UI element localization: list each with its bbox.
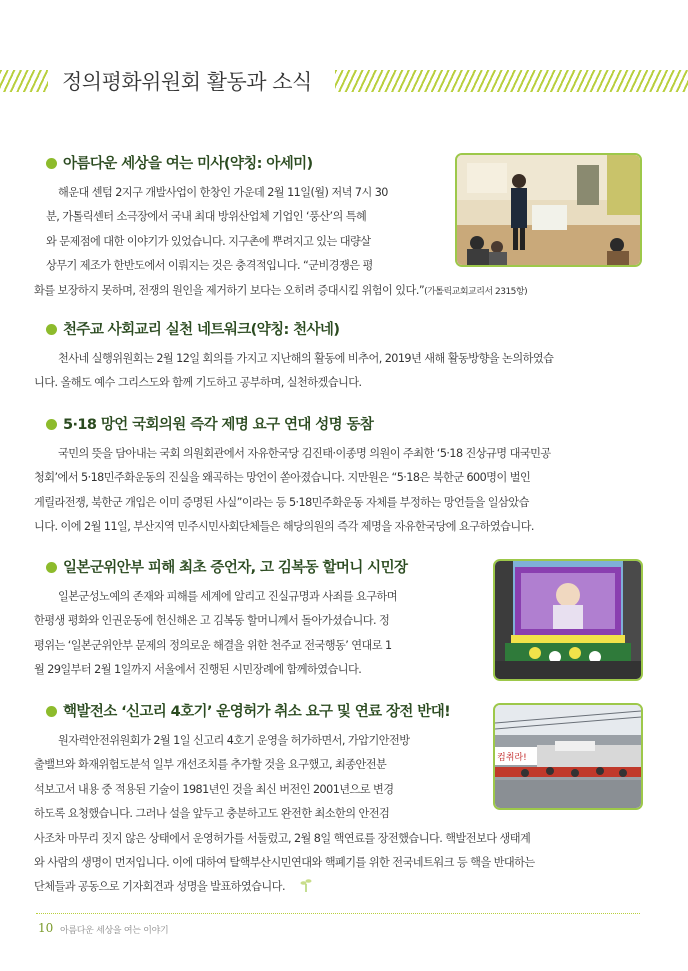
article-body: 국민의 뜻을 담아내는 국회 의원회관에서 자유한국당 김진태·이종명 의원이 주최한 ‘5·18 진상규명 대국민공 청회’에서 5·18민주화운동의 진실을 왜곡하는 망언이 쏟아졌습니다. 지만원은 “5·18은 북한군 600명이 벌인 게릴라전쟁, 북한군 개입은 이미 증명된 사실”이라는 등 5·18민주화운동 자체를 부정하는 망언들을 일삼았습 니다. 이에 2월 11일, 부산지역 민주시민사회단체들은 해당의원의 즉각 제명을 자유한국당에 요구하였습니다.	[34, 447, 551, 534]
article-title: 핵발전소 ‘신고리 4호기’ 운영허가 취소 요구 및 연료 장전 반대!	[46, 700, 656, 721]
banner-text: 컴취라!	[497, 753, 527, 763]
photo-memorial-altar	[493, 559, 643, 681]
bullet-dot-icon	[46, 324, 57, 335]
article-title: 일본군위안부 피해 최초 증언자, 고 김복동 할머니 시민장	[46, 556, 496, 577]
article-kim-bokdong	[34, 556, 496, 683]
citation-source: (가톨릭교회교리서 2315항)	[424, 286, 528, 297]
article-title: 아름다운 세상을 여는 미사(약칭: 아세미)	[46, 152, 456, 173]
article-body: 일본군성노예의 존재와 피해를 세계에 알리고 진실규명과 사죄를 요구하며 한평생 평화와 인권운동에 헌신해온 고 김복동 할머니께서 돌아가셨습니다. 정 평위는 ‘일본군위안부 문제의 정의로운 해결을 위한 천주교 전국행동’ 연대로 1 월 29일부터 2월 1일까지 서울에서 진행된 시민장례에 함께하였습니다.	[34, 590, 398, 677]
bullet-dot-icon	[46, 158, 57, 169]
article-asemi	[34, 152, 528, 304]
bullet-dot-icon	[46, 562, 57, 573]
article-body: 원자력안전위원회가 2월 1일 신고리 4호기 운영을 허가하면서, 가압기안전방 출밸브와 화재위험도분석 일부 개선조치를 추가할 것을 요구했고, 최종안전분 석보고서 내용 중 적용된 기술이 1981년인 것을 최신 버전인 2001년으로 변경 하도록 요청했습니다. 그러나 설을 앞두고 충분하고도 완전한 최소한의 안전검 사조차 마무리 짓지 않은 상태에서 운영허가를 서둘렀고, 2월 8일 핵연료를 장전했습니다. 핵발전보다 생태계 와 사람의 생명이 먼저입니다. 이에 대하여 탈핵부산시민연대와 핵폐기를 위한 전국네트워크 등 핵을 반대하는 단체들과 공동으로 기자회견과 성명을 발표하였습니다.	[34, 734, 535, 894]
sprout-icon	[288, 877, 300, 891]
page-number: 10	[38, 921, 54, 935]
article-518	[34, 413, 656, 540]
article-body: 해운대 센텀 2지구 개발사업이 한창인 가운데 2월 11일(월) 저녁 7시 30 분, 가톨릭센터 소극장에서 국내 최대 방위산업체 기업인 ‘풍산’의 특혜 와 문제점에 대한 이야기가 있었습니다. 지구촌에 뿌려지고 있는 대량살 상무기 제조가 한반도에서 이뤄지는 것은 충격적입니다. “군비경쟁은 평 화를 보장하지 못하며, 전쟁의 원인을 제거하기 보다는 오히려 증대시킬 위험이 있다.”(가톨릭교회교리서 2315항)	[34, 186, 528, 297]
section-title: 정의평화위원회 활동과 소식	[62, 70, 312, 94]
article-body: 천사네 실행위원회는 2월 12일 회의를 가지고 지난해의 활동에 비추어, 2019년 새해 활동방향을 논의하였습 니다. 올해도 예수 그리스도와 함께 기도하고 공부하며, 실천하겠습니다.	[34, 352, 554, 390]
footer-divider	[36, 913, 640, 914]
footer-text: 아름다운 세상을 여는 이야기	[60, 926, 169, 936]
photo-protest-banner	[493, 703, 643, 810]
article-cheonsane	[34, 318, 656, 396]
header-hatch-right	[335, 70, 688, 92]
header-hatch-left	[0, 70, 48, 92]
bullet-dot-icon	[46, 706, 57, 717]
bullet-dot-icon	[46, 419, 57, 430]
article-title: 천주교 사회교리 실천 네트워크(약칭: 천사네)	[46, 318, 656, 339]
article-title: 5·18 망언 국회의원 즉각 제명 요구 연대 성명 동참	[46, 413, 656, 434]
photo-mass-lecture	[455, 153, 642, 267]
